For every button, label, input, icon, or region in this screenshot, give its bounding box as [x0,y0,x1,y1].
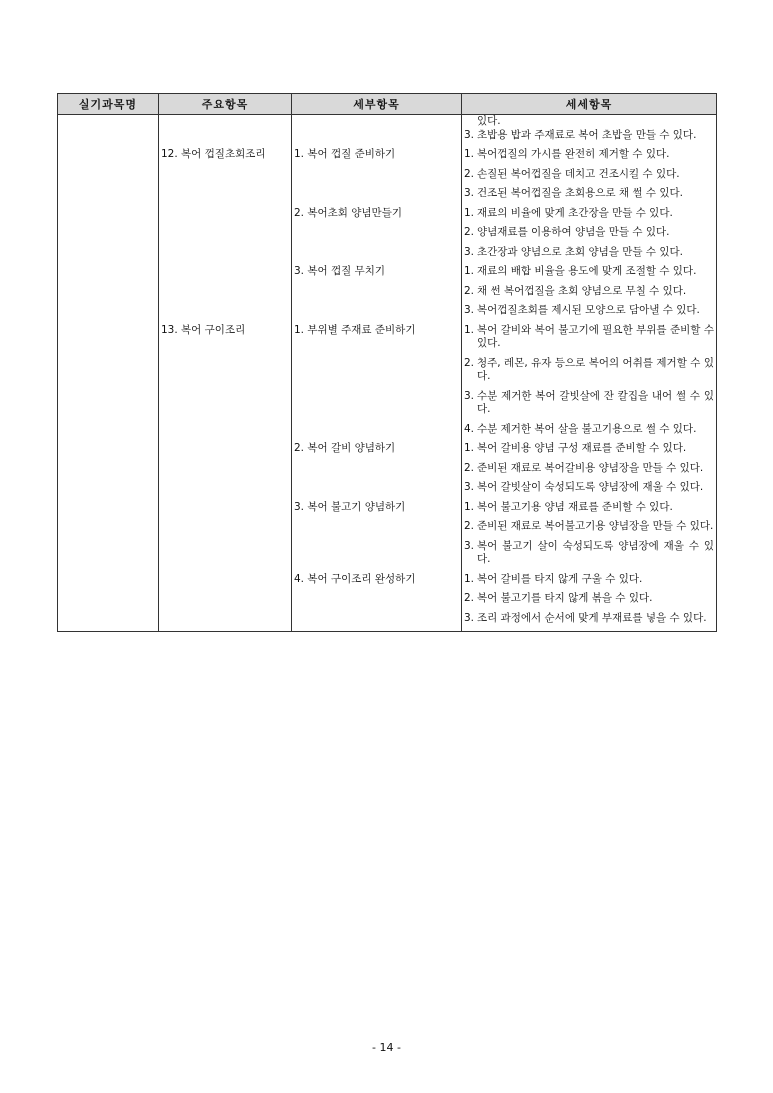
main-item-cell [159,573,292,593]
subject-cell [58,148,159,168]
subject-cell [58,187,159,207]
detail-number: 3. [464,611,475,624]
detail-number: 2. [464,356,475,369]
table-row [58,520,717,540]
table-row [58,207,717,227]
subject-cell [58,501,159,521]
detail-number: 2. [464,592,475,604]
detail-text: 건조된 복어껍질을 초회용으로 채 썰 수 있다. [477,187,683,199]
header-subject: 실기과목명 [58,94,159,115]
sub-item-cell [292,462,462,482]
detail-text: 복어 갈비를 타지 않게 구울 수 있다. [477,572,643,585]
sub-item-cell: 3. 복어 불고기 양념하기 [292,501,462,521]
sub-item-cell [292,168,462,188]
curriculum-table [57,93,717,632]
detail-item [464,265,714,279]
main-item-cell [159,462,292,482]
detail-cell [462,390,717,423]
detail-cell [462,207,717,227]
table-row [58,481,717,501]
detail-text: 준비된 재료로 복어불고기용 양념장을 만들 수 있다. [477,520,714,532]
subject-cell [58,115,159,149]
main-item-cell [159,168,292,188]
table-row [58,442,717,462]
detail-cell [462,246,717,266]
detail-cell [462,462,717,482]
subject-cell [58,592,159,612]
detail-cell [462,423,717,443]
detail-text: 있다. [477,115,501,127]
detail-cell [462,324,717,357]
main-item-cell [159,423,292,443]
table-row [58,304,717,324]
detail-cell [462,115,717,149]
sub-item-cell [292,115,462,149]
detail-number: 3. [464,389,475,402]
main-item-cell [159,540,292,573]
detail-number: 2. [464,284,475,297]
detail-number: 1. [464,572,475,585]
main-item-cell [159,285,292,305]
detail-number: 2. [464,167,475,180]
detail-item [464,148,714,162]
subject-cell [58,207,159,227]
table-row [58,462,717,482]
sub-item-cell [292,481,462,501]
sub-item-cell: 2. 복어 갈비 양념하기 [292,442,462,462]
detail-item [464,501,714,515]
main-item-cell [159,226,292,246]
subject-cell [58,246,159,266]
table-row [58,148,717,168]
table-row [58,390,717,423]
main-item-cell [159,442,292,462]
table-row [58,168,717,188]
header-detail-item: 세세항목 [462,94,717,115]
subject-cell [58,324,159,357]
detail-item [464,442,714,456]
sub-item-cell [292,304,462,324]
subject-cell [58,481,159,501]
detail-cell [462,148,717,168]
table-body [58,115,717,632]
table-row [58,187,717,207]
detail-text: 손질된 복어껍질을 데치고 건조시킬 수 있다. [477,167,680,180]
subject-cell [58,442,159,462]
detail-text: 초밥용 밥과 주재료로 복어 초밥을 만들 수 있다. [477,128,697,141]
sub-item-cell [292,540,462,573]
detail-item [464,115,714,129]
sub-item-cell: 1. 복어 껍질 준비하기 [292,148,462,168]
subject-cell [58,357,159,390]
detail-number: 3. [464,245,475,258]
detail-cell [462,357,717,390]
detail-cell [462,265,717,285]
detail-text: 복어 갈비와 복어 불고기에 필요한 부위를 준비할 수 있다. [477,323,714,349]
detail-number: 2. [464,520,475,532]
detail-number: 1. [464,148,475,160]
detail-text: 초간장과 양념으로 초회 양념을 만들 수 있다. [477,245,683,258]
detail-cell [462,442,717,462]
main-item-cell [159,612,292,632]
table-row [58,226,717,246]
subject-cell [58,423,159,443]
detail-cell [462,540,717,573]
detail-item [464,573,714,587]
detail-text: 재료의 배합 비율을 용도에 맞게 조절할 수 있다. [477,265,697,277]
sub-item-cell: 1. 부위별 주재료 준비하기 [292,324,462,357]
detail-item [464,246,714,260]
detail-text: 청주, 레몬, 유자 등으로 복어의 어취를 제거할 수 있다. [477,356,714,382]
detail-text: 복어껍질의 가시를 완전히 제거할 수 있다. [477,148,670,160]
sub-item-cell [292,187,462,207]
main-item-cell [159,187,292,207]
main-item-cell: 12. 복어 껍질초회조리 [159,148,292,168]
detail-number: 2. [464,226,475,238]
detail-cell [462,285,717,305]
detail-item [464,207,714,221]
detail-text: 재료의 비율에 맞게 초간장을 만들 수 있다. [477,206,673,219]
subject-cell [58,540,159,573]
table-row [58,592,717,612]
sub-item-cell [292,285,462,305]
detail-item [464,520,714,534]
main-item-cell [159,246,292,266]
detail-cell [462,612,717,632]
subject-cell [58,390,159,423]
detail-text: 복어껍질초회를 제시된 모양으로 담아낼 수 있다. [477,304,700,316]
detail-text: 준비된 재료로 복어갈비용 양념장을 만들 수 있다. [477,461,704,474]
detail-number [464,115,477,129]
detail-number: 3. [464,539,475,552]
detail-text: 조리 과정에서 순서에 맞게 부재료를 넣을 수 있다. [477,611,707,624]
detail-item [464,168,714,182]
main-item-cell [159,390,292,423]
subject-cell [58,168,159,188]
subject-cell [58,612,159,632]
detail-item [464,357,714,384]
sub-item-cell [292,226,462,246]
detail-number: 1. [464,323,475,336]
detail-cell [462,501,717,521]
sub-item-cell: 2. 복어초회 양념만들기 [292,207,462,227]
detail-cell [462,187,717,207]
table-row [58,612,717,632]
subject-cell [58,285,159,305]
subject-cell [58,265,159,285]
detail-text: 복어 불고기용 양념 재료를 준비할 수 있다. [477,500,673,513]
table-row [58,115,717,149]
sub-item-cell: 4. 복어 구이조리 완성하기 [292,573,462,593]
table-row [58,573,717,593]
table-row [58,357,717,390]
detail-text: 양념재료를 이용하여 양념을 만들 수 있다. [477,226,670,238]
detail-cell [462,168,717,188]
detail-text: 채 썬 복어껍질을 초회 양념으로 무칠 수 있다. [477,284,687,297]
table-row [58,265,717,285]
detail-item [464,612,714,626]
subject-cell [58,462,159,482]
detail-item [464,226,714,240]
sub-item-cell [292,357,462,390]
detail-number: 1. [464,442,475,454]
sub-item-cell [292,520,462,540]
detail-text: 수분 제거한 복어 갈빗살에 잔 칼집을 내어 썰 수 있다. [477,389,714,415]
sub-item-cell [292,246,462,266]
subject-cell [58,573,159,593]
subject-cell [58,520,159,540]
sub-item-cell [292,423,462,443]
main-item-cell [159,207,292,227]
detail-item [464,540,714,567]
detail-cell [462,226,717,246]
sub-item-cell [292,612,462,632]
detail-number: 3. [464,481,475,493]
detail-cell [462,304,717,324]
table-row [58,246,717,266]
main-item-cell [159,501,292,521]
main-item-cell [159,481,292,501]
detail-number: 1. [464,206,475,219]
detail-item [464,129,714,143]
detail-number: 3. [464,187,475,199]
main-item-cell [159,115,292,149]
table-row [58,324,717,357]
sub-item-cell [292,592,462,612]
page-number: - 14 - [372,1041,401,1054]
detail-text: 복어 갈빗살이 숙성되도록 양념장에 재울 수 있다. [477,481,704,493]
detail-number: 4. [464,422,475,435]
detail-text: 복어 갈비용 양념 구성 재료를 준비할 수 있다. [477,442,687,454]
detail-cell [462,520,717,540]
main-item-cell [159,265,292,285]
table-row [58,540,717,573]
detail-item [464,285,714,299]
detail-item [464,187,714,201]
detail-text: 복어 불고기를 타지 않게 볶을 수 있다. [477,592,653,604]
detail-number: 3. [464,128,475,141]
detail-item [464,390,714,417]
detail-item [464,592,714,606]
detail-item [464,423,714,437]
main-item-cell: 13. 복어 구이조리 [159,324,292,357]
table-row [58,285,717,305]
detail-text: 복어 불고기 살이 숙성되도록 양념장에 재울 수 있다. [477,539,714,565]
detail-cell [462,592,717,612]
detail-cell [462,481,717,501]
sub-item-cell [292,390,462,423]
table-row [58,423,717,443]
detail-cell [462,573,717,593]
detail-text: 수분 제거한 복어 살을 불고기용으로 썰 수 있다. [477,422,697,435]
detail-item [464,481,714,495]
main-item-cell [159,304,292,324]
subject-cell [58,226,159,246]
header-sub-item: 세부항목 [292,94,462,115]
detail-number: 3. [464,304,475,316]
table-row [58,501,717,521]
subject-cell [58,304,159,324]
main-item-cell [159,357,292,390]
main-item-cell [159,592,292,612]
detail-number: 1. [464,500,475,513]
detail-item [464,462,714,476]
detail-number: 1. [464,265,475,277]
header-main-item: 주요항목 [159,94,292,115]
table-header-row [58,94,717,115]
detail-number: 2. [464,461,475,474]
sub-item-cell: 3. 복어 껍질 무치기 [292,265,462,285]
detail-item [464,324,714,351]
detail-item [464,304,714,318]
main-item-cell [159,520,292,540]
